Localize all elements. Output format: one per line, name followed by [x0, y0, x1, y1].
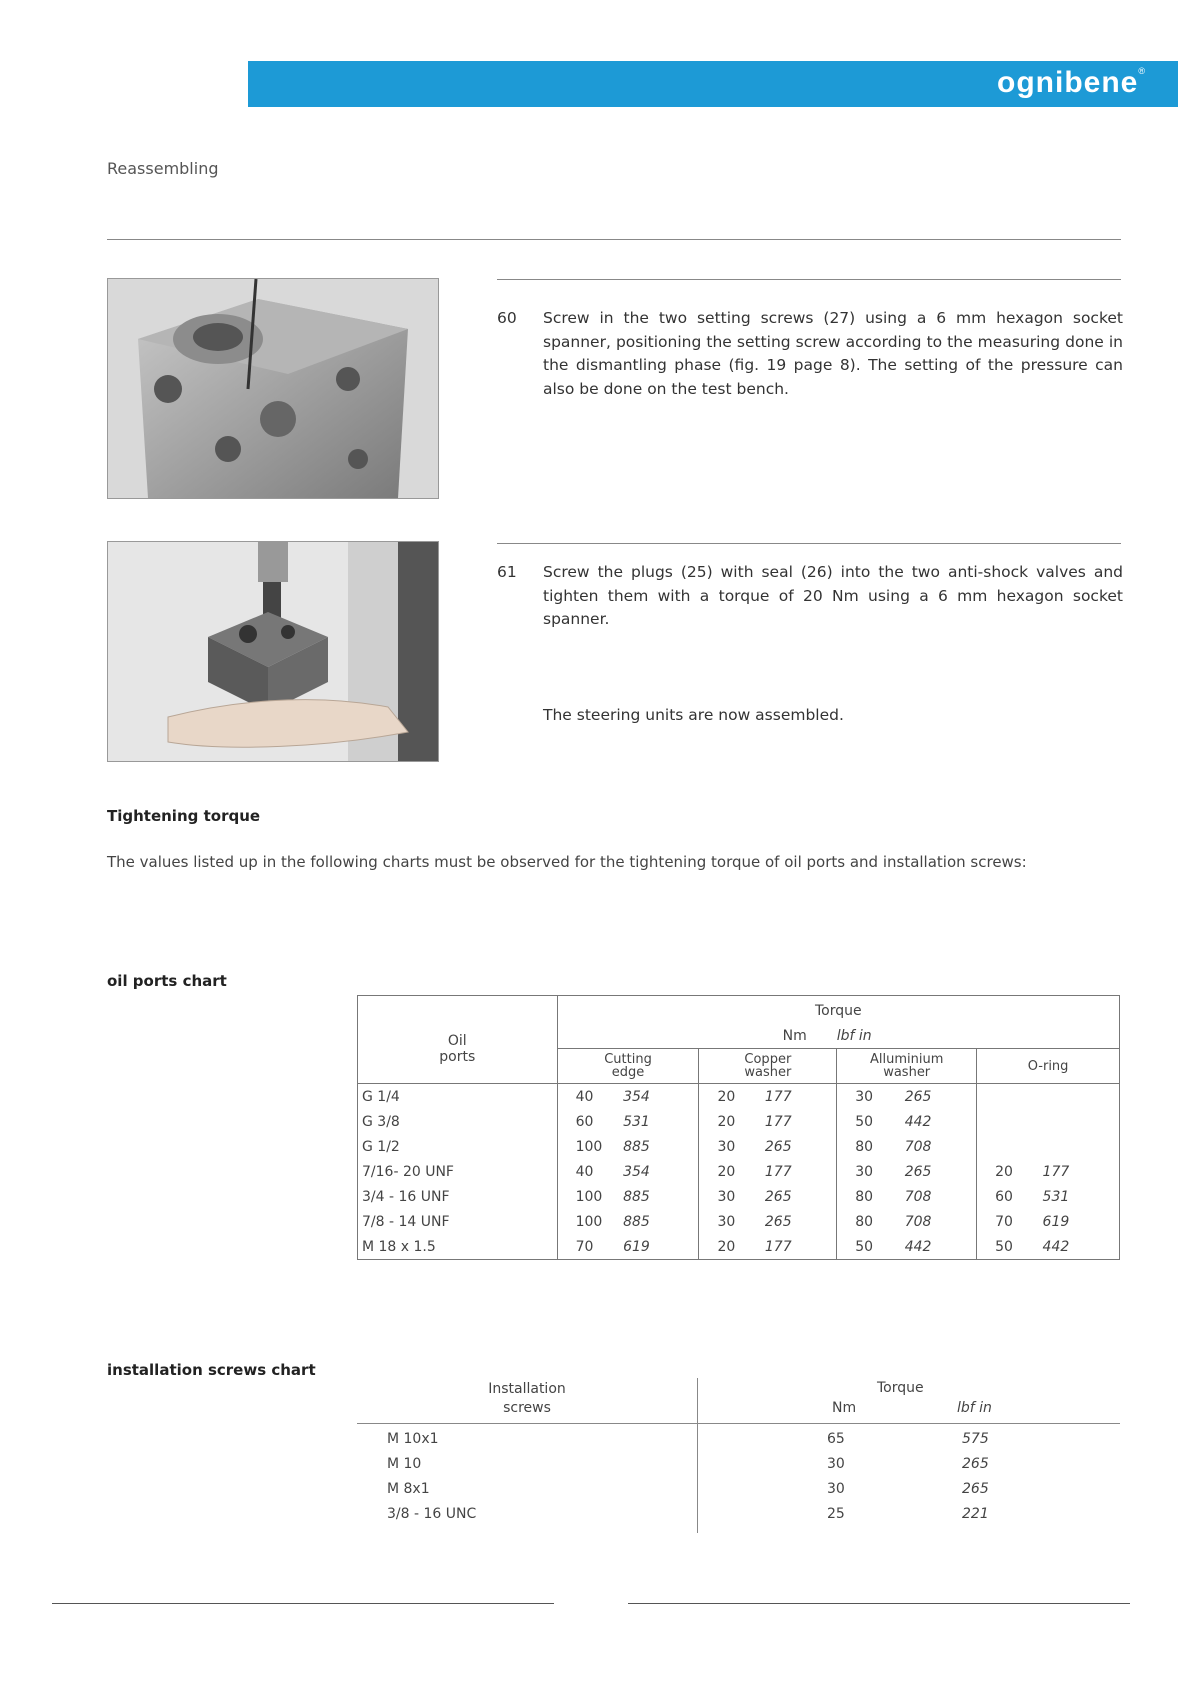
oil-nm-cell: 50: [855, 1113, 874, 1130]
oil-lbf-cell: 265: [761, 1184, 837, 1209]
oil-nm-cell: 20: [717, 1238, 736, 1255]
oil-nm-cell: 60: [575, 1113, 594, 1130]
step-60-number: 60: [497, 309, 517, 327]
oil-lbf-cell: 265: [901, 1159, 977, 1184]
oil-nm-cell: 20: [717, 1163, 736, 1180]
oil-nm-cell: 80: [855, 1188, 874, 1205]
screws-table-row: [357, 1431, 1120, 1456]
oil-nm-cell: 40: [575, 1163, 594, 1180]
oil-torque-header: Torque: [814, 1002, 862, 1019]
oil-nm-cell: 20: [717, 1113, 736, 1130]
oil-lbf-cell: 442: [901, 1234, 977, 1260]
oil-col-header-line1: Oil: [358, 996, 558, 1049]
screw-nm-cell: 25: [827, 1506, 845, 1522]
step-61-number: 61: [497, 563, 517, 581]
screws-col-header: Installation screws: [488, 1381, 566, 1416]
section-divider: [107, 239, 1121, 240]
oil-table-row: [358, 1234, 1120, 1260]
screw-size-cell: M 8x1: [387, 1481, 430, 1497]
oil-nm-cell: [977, 1134, 1039, 1159]
oil-lbf-cell: 619: [619, 1234, 699, 1260]
step-60-text: Screw in the two setting screws (27) using a 6 mm hexagon socket spanner, positioning the setting screw according to the measuring done in the dismantling phase (fig. 19 page 8). The setting of the pressure can also be done on the test bench.: [543, 309, 1123, 398]
step-60-divider: [497, 279, 1121, 280]
screw-nm-cell: 65: [827, 1431, 845, 1447]
oil-col-header-line2: ports: [358, 1049, 558, 1084]
step-61-note: The steering units are now assembled.: [543, 706, 844, 724]
oil-lbf-cell: [1039, 1109, 1120, 1134]
oil-lbf-cell: 708: [901, 1209, 977, 1234]
oil-lbf-cell: 265: [761, 1209, 837, 1234]
oil-port-cell: 7/8 - 14 UNF: [358, 1209, 558, 1234]
oil-lbf-cell: 177: [761, 1234, 837, 1260]
oil-nm-cell: 50: [855, 1238, 874, 1255]
screws-nm-header: Nm: [832, 1400, 857, 1416]
screws-table-row: [357, 1481, 1120, 1506]
oil-table-row: [358, 1134, 1120, 1159]
oil-nm-cell: 80: [855, 1138, 874, 1155]
oil-nm-cell: 50: [995, 1238, 1013, 1255]
oil-nm-cell: 70: [995, 1213, 1013, 1230]
oil-lbf-cell: 177: [761, 1109, 837, 1134]
oil-lbf-cell: 265: [761, 1134, 837, 1159]
oil-lbf-cell: 708: [901, 1184, 977, 1209]
screw-size-cell: 3/8 - 16 UNC: [387, 1506, 477, 1522]
screw-nm-cell: 30: [827, 1456, 845, 1472]
group-cutting-edge: Cutting edge: [557, 1049, 699, 1084]
oil-table-row: [358, 1159, 1120, 1184]
oil-nm-cell: 80: [855, 1213, 874, 1230]
step-61-divider: [497, 543, 1121, 544]
oil-port-cell: M 18 x 1.5: [358, 1234, 558, 1260]
oil-lbf-cell: 442: [901, 1109, 977, 1134]
group-alluminium-washer: Alluminium washer: [837, 1049, 977, 1084]
screw-size-cell: M 10x1: [387, 1431, 439, 1447]
oil-ports-table: [357, 995, 1120, 1260]
oil-port-cell: G 1/2: [358, 1134, 558, 1159]
installation-screws-table: [357, 1378, 1120, 1533]
section-title: Reassembling: [107, 159, 219, 178]
oil-nm-header: Nm: [782, 1027, 807, 1044]
oil-nm-cell: 30: [717, 1213, 736, 1230]
oil-lbf-cell: 619: [1039, 1209, 1120, 1234]
oil-lbf-cell: 354: [619, 1159, 699, 1184]
screw-size-cell: M 10: [387, 1456, 422, 1472]
oil-table-row: [358, 1209, 1120, 1234]
oil-lbf-cell: 531: [1039, 1184, 1120, 1209]
footer-line-left: [52, 1603, 554, 1604]
oil-nm-cell: [977, 1084, 1039, 1110]
photo-plug-tightening: [107, 541, 439, 762]
screw-lbf-cell: 265: [962, 1456, 989, 1472]
oil-port-cell: G 1/4: [358, 1084, 558, 1110]
oil-nm-cell: 40: [575, 1088, 594, 1105]
oil-lbf-cell: 265: [901, 1084, 977, 1110]
oil-nm-cell: 100: [575, 1138, 603, 1155]
oil-nm-cell: 30: [717, 1138, 736, 1155]
oil-nm-cell: 100: [575, 1188, 603, 1205]
tightening-torque-intro: The values listed up in the following charts must be observed for the tightening torque of oil ports and installation screws:: [107, 853, 1027, 871]
oil-lbf-cell: 442: [1039, 1234, 1120, 1260]
oil-nm-cell: 60: [995, 1188, 1013, 1205]
step-61-text: Screw the plugs (25) with seal (26) into the two anti-shock valves and tighten them with a torque of 20 Nm using a 6 mm hexagon socket spanner.: [543, 563, 1123, 628]
screw-lbf-cell: 221: [962, 1506, 989, 1522]
screws-table-row: [357, 1506, 1120, 1531]
oil-nm-cell: 20: [717, 1088, 736, 1105]
oil-nm-cell: 100: [575, 1213, 603, 1230]
oil-lbf-cell: [1039, 1084, 1120, 1110]
footer-line-right: [628, 1603, 1130, 1604]
oil-table-row: [358, 1184, 1120, 1209]
oil-lbf-cell: 354: [619, 1084, 699, 1110]
oil-port-cell: 3/4 - 16 UNF: [358, 1184, 558, 1209]
screw-lbf-cell: 575: [962, 1431, 989, 1447]
oil-lbf-cell: 177: [1039, 1159, 1120, 1184]
oil-lbf-cell: 885: [619, 1209, 699, 1234]
oil-lbf-cell: 885: [619, 1184, 699, 1209]
installation-screws-chart-label: installation screws chart: [107, 1361, 316, 1379]
oil-port-cell: 7/16- 20 UNF: [358, 1159, 558, 1184]
oil-nm-cell: [977, 1109, 1039, 1134]
group-o-ring: O-ring: [977, 1049, 1120, 1084]
tightening-torque-heading: Tightening torque: [107, 807, 261, 825]
screw-lbf-cell: 265: [962, 1481, 989, 1497]
oil-lbf-cell: 885: [619, 1134, 699, 1159]
screw-nm-cell: 30: [827, 1481, 845, 1497]
oil-nm-cell: 30: [855, 1163, 874, 1180]
oil-port-cell: G 3/8: [358, 1109, 558, 1134]
brand-logo: ognibene®: [997, 66, 1146, 99]
oil-ports-chart-label: oil ports chart: [107, 972, 227, 990]
oil-lbf-cell: [1039, 1134, 1120, 1159]
screws-table-hdivider: [357, 1423, 1120, 1424]
header-banner: [248, 61, 1178, 107]
oil-nm-cell: 30: [717, 1188, 736, 1205]
screws-torque-header: Torque: [877, 1380, 924, 1396]
oil-lbf-header: lbf in: [836, 1027, 872, 1044]
oil-lbf-cell: 177: [761, 1159, 837, 1184]
oil-nm-cell: 20: [995, 1163, 1013, 1180]
screws-table-row: [357, 1456, 1120, 1481]
oil-lbf-cell: 708: [901, 1134, 977, 1159]
oil-lbf-cell: 177: [761, 1084, 837, 1110]
photo-setting-screws: [107, 278, 439, 499]
oil-table-row: [358, 1109, 1120, 1134]
oil-lbf-cell: 531: [619, 1109, 699, 1134]
oil-table-row: [358, 1084, 1120, 1110]
oil-nm-cell: 30: [855, 1088, 874, 1105]
screws-lbf-header: lbf in: [957, 1400, 992, 1416]
oil-nm-cell: 70: [575, 1238, 594, 1255]
group-copper-washer: Copper washer: [699, 1049, 837, 1084]
